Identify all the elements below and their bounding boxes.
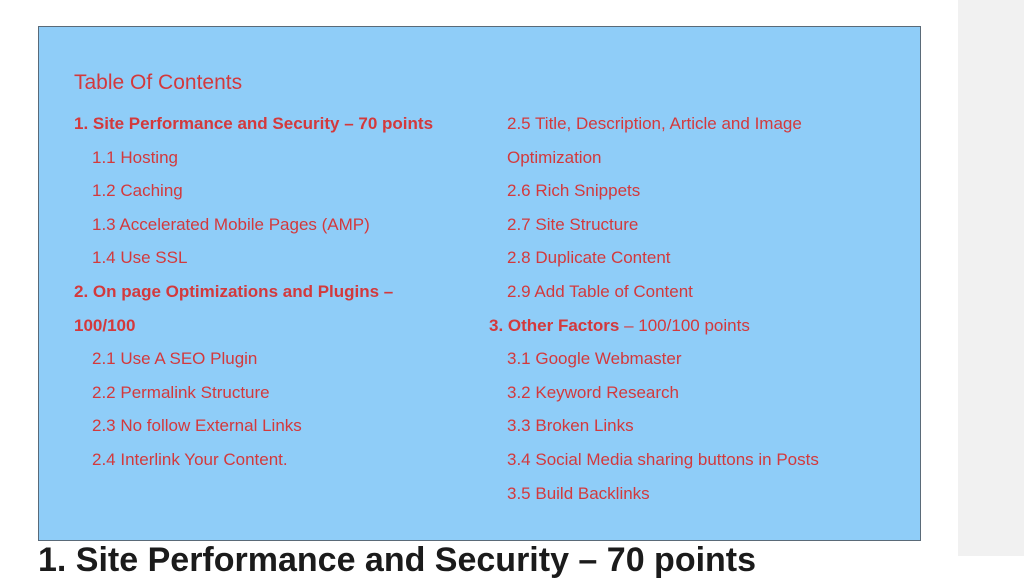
- toc-link-label: 1. Site Performance and Security – 70 points: [74, 114, 434, 133]
- toc-link-3-3-broken-links[interactable]: [489, 409, 909, 443]
- toc-link-label: 1.1 Hosting: [92, 147, 178, 167]
- toc-link-label: Optimization: [507, 147, 602, 167]
- toc-link-label: 2.9 Add Table of Content: [507, 281, 693, 301]
- toc-link-3-5-build-backlinks[interactable]: [489, 477, 909, 511]
- toc-link-1-site-performance-and-security-70-point[interactable]: [74, 107, 474, 141]
- toc-link-label: 1.4 Use SSL: [92, 248, 188, 268]
- toc-link-2-9-add-table-of-content[interactable]: [489, 275, 909, 309]
- toc-link-label: 2.3 No follow External Links: [92, 416, 302, 436]
- toc-link-label: 2.7 Site Structure: [507, 214, 639, 234]
- toc-link-label: 2.2 Permalink Structure: [92, 382, 270, 402]
- toc-link-2-6-rich-snippets[interactable]: [489, 174, 909, 208]
- toc-link-label: 3.4 Social Media sharing buttons in Posts: [507, 449, 819, 469]
- toc-link-2-2-permalink-structure[interactable]: [74, 376, 474, 410]
- toc-link-3-1-google-webmaster[interactable]: [489, 342, 909, 376]
- toc-link-label: 3.3 Broken Links: [507, 416, 634, 436]
- toc-link-label: 3.5 Build Backlinks: [507, 483, 650, 503]
- toc-left-column: [74, 107, 474, 477]
- toc-link-2-on-page-optimizations-and-plugins[interactable]: [74, 275, 474, 342]
- toc-link-label: 2.8 Duplicate Content: [507, 248, 671, 268]
- toc-link-2-5-title-description-article-and-image[interactable]: [489, 107, 909, 174]
- toc-link-label: 3. Other Factors: [489, 315, 620, 335]
- toc-link-1-3-accelerated-mobile-pages-amp[interactable]: [74, 208, 474, 242]
- toc-link-label: 3.2 Keyword Research: [507, 382, 679, 402]
- toc-link-2-8-duplicate-content[interactable]: [489, 241, 909, 275]
- toc-link-label: 2. On page Optimizations and Plugins –: [74, 281, 394, 301]
- toc-link-2-7-site-structure[interactable]: [489, 208, 909, 242]
- toc-link-label: 2.6 Rich Snippets: [507, 181, 641, 201]
- toc-title: Table Of Contents: [74, 71, 243, 94]
- toc-link-label: 2.1 Use A SEO Plugin: [92, 349, 258, 369]
- toc-link-2-4-interlink-your-content[interactable]: [74, 443, 474, 477]
- toc-link-2-1-use-a-seo-plugin[interactable]: [74, 342, 474, 376]
- toc-link-3-2-keyword-research[interactable]: [489, 376, 909, 410]
- toc-link-label: 1.3 Accelerated Mobile Pages (AMP): [92, 214, 370, 234]
- toc-link-label: 100/100: [74, 315, 136, 335]
- toc-link-label: 2.4 Interlink Your Content.: [92, 449, 288, 469]
- toc-link-1-2-caching[interactable]: [74, 174, 474, 208]
- toc-right-column: [489, 107, 909, 510]
- toc-link-label: 1.2 Caching: [92, 181, 183, 201]
- page-gutter: [958, 0, 1024, 556]
- toc-link-1-4-use-ssl[interactable]: [74, 241, 474, 275]
- toc-link-2-3-no-follow-external-links[interactable]: [74, 409, 474, 443]
- section-heading: 1. Site Performance and Security – 70 points: [38, 541, 757, 579]
- toc-link-1-1-hosting[interactable]: [74, 141, 474, 175]
- toc-link-3-4-social-media-sharing-buttons-in-post[interactable]: [489, 443, 909, 477]
- toc-link-suffix: – 100/100 points: [619, 315, 750, 335]
- toc-link-3-other-factors[interactable]: [489, 309, 909, 343]
- toc-link-label: 2.5 Title, Description, Article and Image: [507, 114, 802, 133]
- toc-link-label: 3.1 Google Webmaster: [507, 349, 682, 369]
- table-of-contents: [38, 26, 921, 541]
